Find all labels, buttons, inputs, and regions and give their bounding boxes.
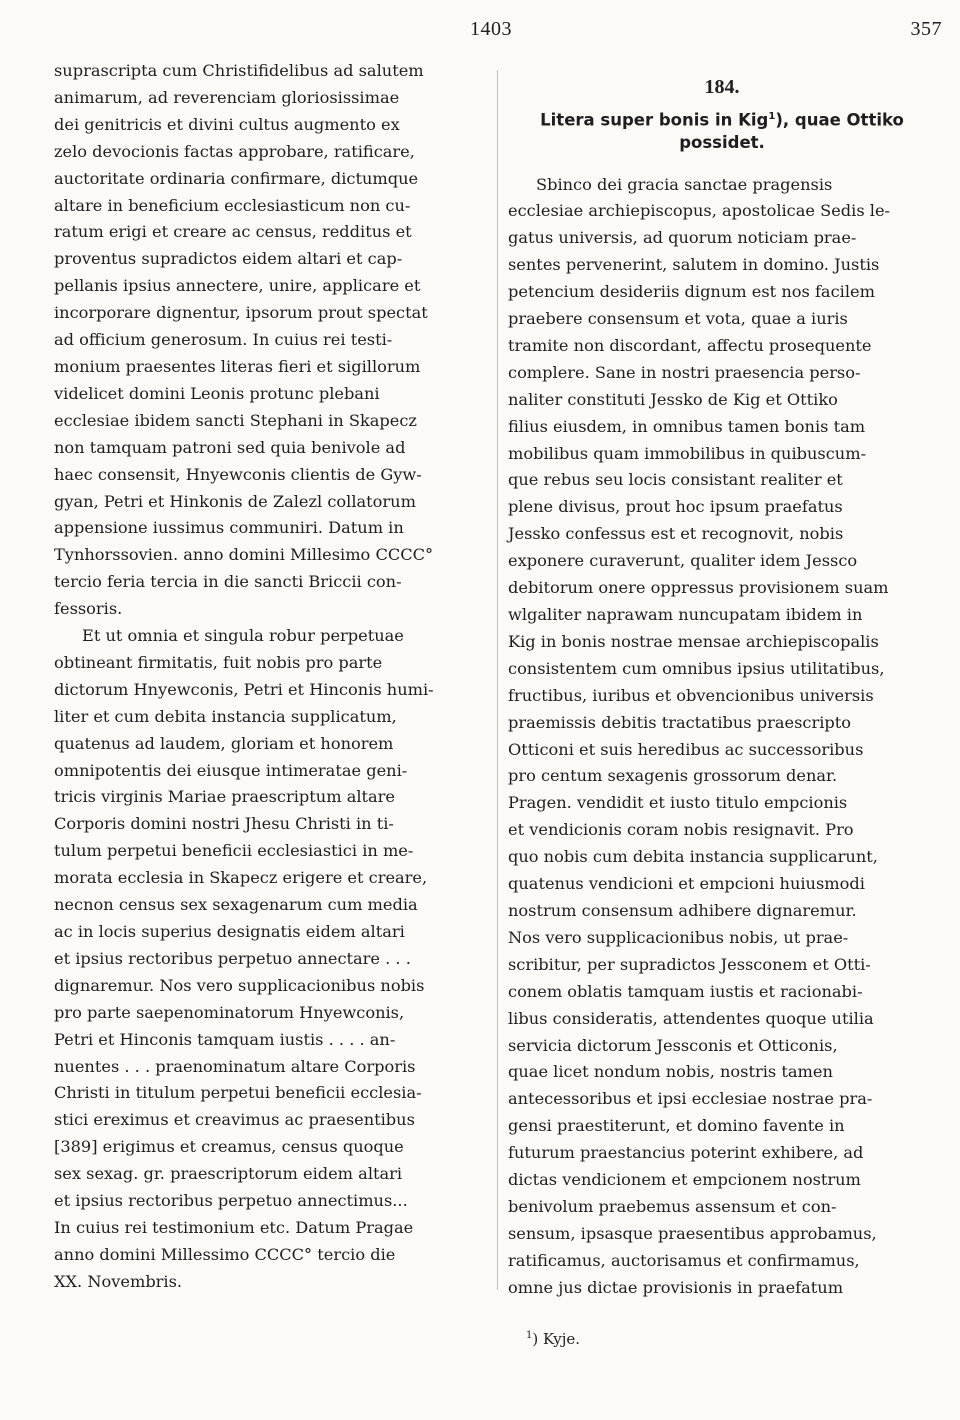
footnote-mark: 1 [526, 1330, 533, 1341]
document-heading [508, 106, 936, 154]
footnote [526, 1330, 580, 1348]
footnote-text: ) Kyje. [532, 1330, 581, 1348]
right-column [508, 74, 936, 1302]
heading-line-2: possidet. [679, 132, 765, 152]
column-divider [497, 70, 498, 1290]
left-paragraph-1: suprascripta cum Christifidelibus ad salutem animarum, ad reverenciam gloriosissimae dei genitricis et divini cultus augmento ex zelo devocionis factas approbare, ratificare, auctoritate ordinaria confirmare, dictumque altare in beneficium ecclesiasticum non cu- ratum erigi et creare ac census, redditus et proventus supradictos eidem altari et cap- pellanis ipsius annectere, unire, applicare et incorporare dignentur, ipsorum prout spectat ad officium generosum. In cuius rei testi- monium praesentes literas fieri et sigillorum videlicet domini Leonis protunc plebani ecclesiae ibidem sancti Stephani in Skapecz non tamquam patroni sed quia benivole ad haec consensit, Hnyewconis clientis de Gyw- gyan, Petri et Hinkonis de Zalezl collatorum appensione iussimus communiri. Datum in Tynhorssovien. anno domini Millesimo CCCC° tercio feria tercia in die sancti Briccii con- fessoris. [54, 61, 434, 619]
right-body-paragraph: Sbinco dei gracia sanctae pragensis ecclesiae archiepiscopus, apostolicae Sedis le- gatus universis, ad quorum noticiam prae- sentes pervenerint, salutem in domino. Justis petencium desideriis dignum est nos facilem praebere consensum et vota, quae a iuris tramite non discordant, affectu prosequente complere. Sane in nostri praesencia perso- naliter constituti Jessko de Kig et Ottiko filius eiusdem, in omnibus tamen bonis tam mobilibus quam immobilibus in quibuscum- que rebus seu locis consistant realiter et plene divisus, prout hoc ipsum praefatus Jessko confessus est et recognovit, nobis exponere curaverunt, qualiter idem Jessco debitorum onere oppressus provisionem suam wlgaliter naprawam nuncupatam ibidem in Kig in bonis nostrae mensae archiepiscopalis consistentem cum omnibus ipsius utilitatibus, fructibus, iuribus et obvencionibus universis praemissis debitis tractatibus praescripto Otticoni et suis heredibus ac successoribus pro centum sexagenis grossorum denar. Pragen. vendidit et iusto titulo empcionis et vendicionis coram nobis resignavit. Pro quo nobis cum debita instancia supplicarunt, quatenus vendicioni et empcioni huiusmodi nostrum consensum adhibere dignaremur. Nos vero supplicacionibus nobis, ut prae- scribitur, per supradictos Jessconem et Otti- conem oblatis tamquam iustis et racionabi- libus consideratis, attendentes quoque utilia servicia dictorum Jessconis et Otticonis, quae licet nondum nobis, nostris tamen antecessoribus et ipsi ecclesiae nostrae pra- gensi praestiterunt, et domino favente in futurum praestancius poterint exhibere, ad dictas vendicionem et empcionem nostrum benivolum praebemus assensum et con- sensum, ipsasque praesentibus approbamus, ratificamus, auctorisamus et confirmamus, omne jus dictae provisionis in praefatum [508, 174, 891, 1297]
left-column [54, 58, 486, 1296]
heading-text-rest: ), quae Ottiko [775, 110, 904, 130]
heading-text: Litera super bonis in Kig [540, 110, 769, 130]
running-head-year: 1403 [470, 18, 512, 40]
left-paragraph-2: Et ut omnia et singula robur perpetuae obtineant firmitatis, fuit nobis pro parte dictorum Hnyewconis, Petri et Hinconis humi- liter et cum debita instancia supplicatum, quatenus ad laudem, gloriam et honorem omnipotentis dei eiusque intimeratae geni- tricis virginis Mariae praescriptum altare Corporis domini nostri Jhesu Christi in ti- tulum perpetui beneficii ecclesiastici in me- morata ecclesia in Skapecz erigere et creare, necnon census sex sexagenarum cum media ac in locis superius designatis eidem altari et ipsius rectoribus perpetuo annectare . . . dignaremur. Nos vero supplicacionibus nobis pro parte saepenominatorum Hnyewconis, Petri et Hinconis tamquam iustis . . . . an- nuentes . . . praenominatum altare Corporis Christi in titulum perpetui beneficii ecclesia- stici ereximus et creavimus ac praesentibus [389] erigimus et creamus, census quoque sex sexag. gr. praescriptorum eidem altari et ipsius rectoribus perpetuo annectimus... In cuius rei testimonium etc. Datum Pragae anno domini Millessimo CCCC° tercio die XX. Novembris. [54, 626, 434, 1291]
page-number: 357 [910, 18, 942, 40]
document-number: 184. [704, 76, 740, 98]
heading-footnote-mark: 1 [768, 111, 776, 122]
